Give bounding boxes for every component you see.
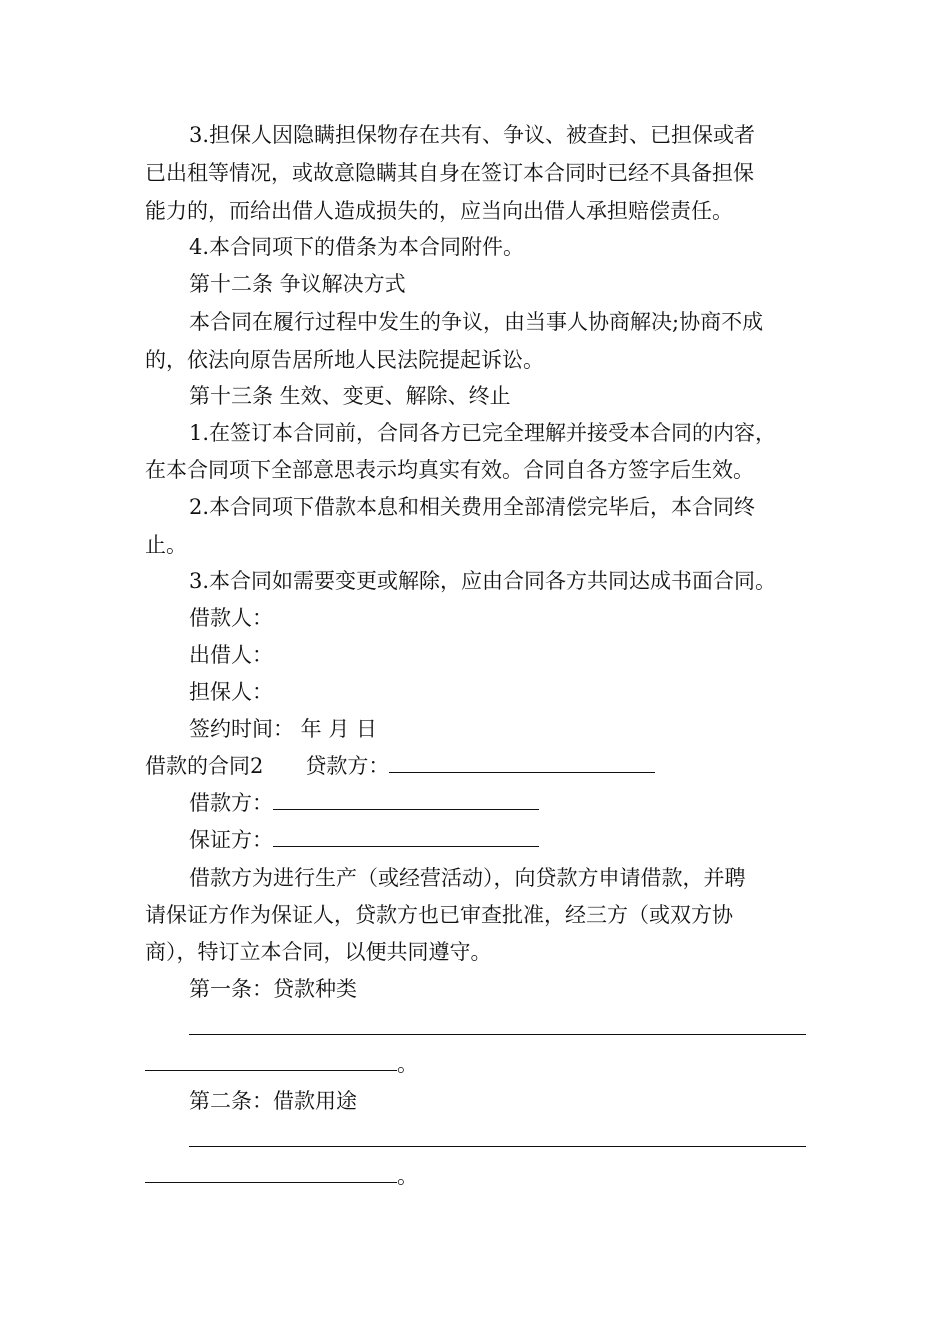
article1-title: 第一条：贷款种类 [189,977,357,1001]
article1-blank-field[interactable] [189,1012,806,1035]
lender-blank-field[interactable] [389,750,655,773]
borrower-blank-field[interactable] [273,787,539,810]
period-mark: 。 [397,1164,418,1188]
paragraph-line: 能力的，而给出借人造成损失的，应当向出借人承担赔偿责任。 [145,199,733,223]
paragraph-line: 3.本合同如需要变更或解除，应由合同各方共同达成书面合同。 [189,569,777,593]
paragraph-line: 3.担保人因隐瞒担保物存在共有、争议、被查封、已担保或者 [189,123,756,147]
article2-blank-field[interactable] [189,1124,806,1147]
borrower-line [189,785,815,821]
guarantor-line [189,822,815,858]
paragraph-line: 止。 [145,533,187,557]
intro-line: 请保证方作为保证人，贷款方也已审查批准，经三方（或双方协 [145,903,733,927]
article2-blank-line [189,1122,815,1158]
lender-label: 贷款方： [305,754,390,778]
period-mark: 。 [397,1052,418,1076]
article2-blank-line-end [145,1158,815,1194]
contract2-header-line [145,748,815,784]
signature-guarantor-label: 担保人： [189,680,273,704]
article-heading: 第十三条 生效、变更、解除、终止 [189,384,511,408]
paragraph-line: 在本合同项下全部意思表示均真实有效。合同自各方签字后生效。 [145,458,754,482]
intro-line: 商），特订立本合同，以便共同遵守。 [145,940,492,964]
paragraph-line: 已出租等情况，或故意隐瞒其自身在签订本合同时已经不具备担保 [145,161,754,185]
paragraph-line: 4.本合同项下的借条为本合同附件。 [189,235,525,259]
paragraph-line: 本合同在履行过程中发生的争议，由当事人协商解决;协商不成 [189,310,764,334]
guarantor-blank-field[interactable] [273,824,539,847]
intro-line: 借款方为进行生产（或经营活动），向贷款方申请借款，并聘 [189,866,746,890]
signing-date-label: 签约时间： 年 月 日 [189,717,378,741]
paragraph-line: 2.本合同项下借款本息和相关费用全部清偿完毕后，本合同终 [189,495,756,519]
borrower-label: 借款方： [189,791,273,815]
guarantor-label: 保证方： [189,828,273,852]
article1-blank-line-end [145,1046,815,1082]
signature-borrower-label: 借款人： [189,606,273,630]
signature-lender-label: 出借人： [189,643,273,667]
article1-blank-line [189,1010,815,1046]
paragraph-line: 的，依法向原告居所地人民法院提起诉讼。 [145,348,544,372]
article2-title: 第二条：借款用途 [189,1089,357,1113]
article-heading: 第十二条 争议解决方式 [189,272,406,296]
paragraph-line: 1.在签订本合同前，合同各方已完全理解并接受本合同的内容， [189,421,777,445]
article2-blank-field-end[interactable] [145,1160,397,1183]
article1-blank-field-end[interactable] [145,1048,397,1071]
contract2-heading: 借款的合同2 [145,754,264,778]
